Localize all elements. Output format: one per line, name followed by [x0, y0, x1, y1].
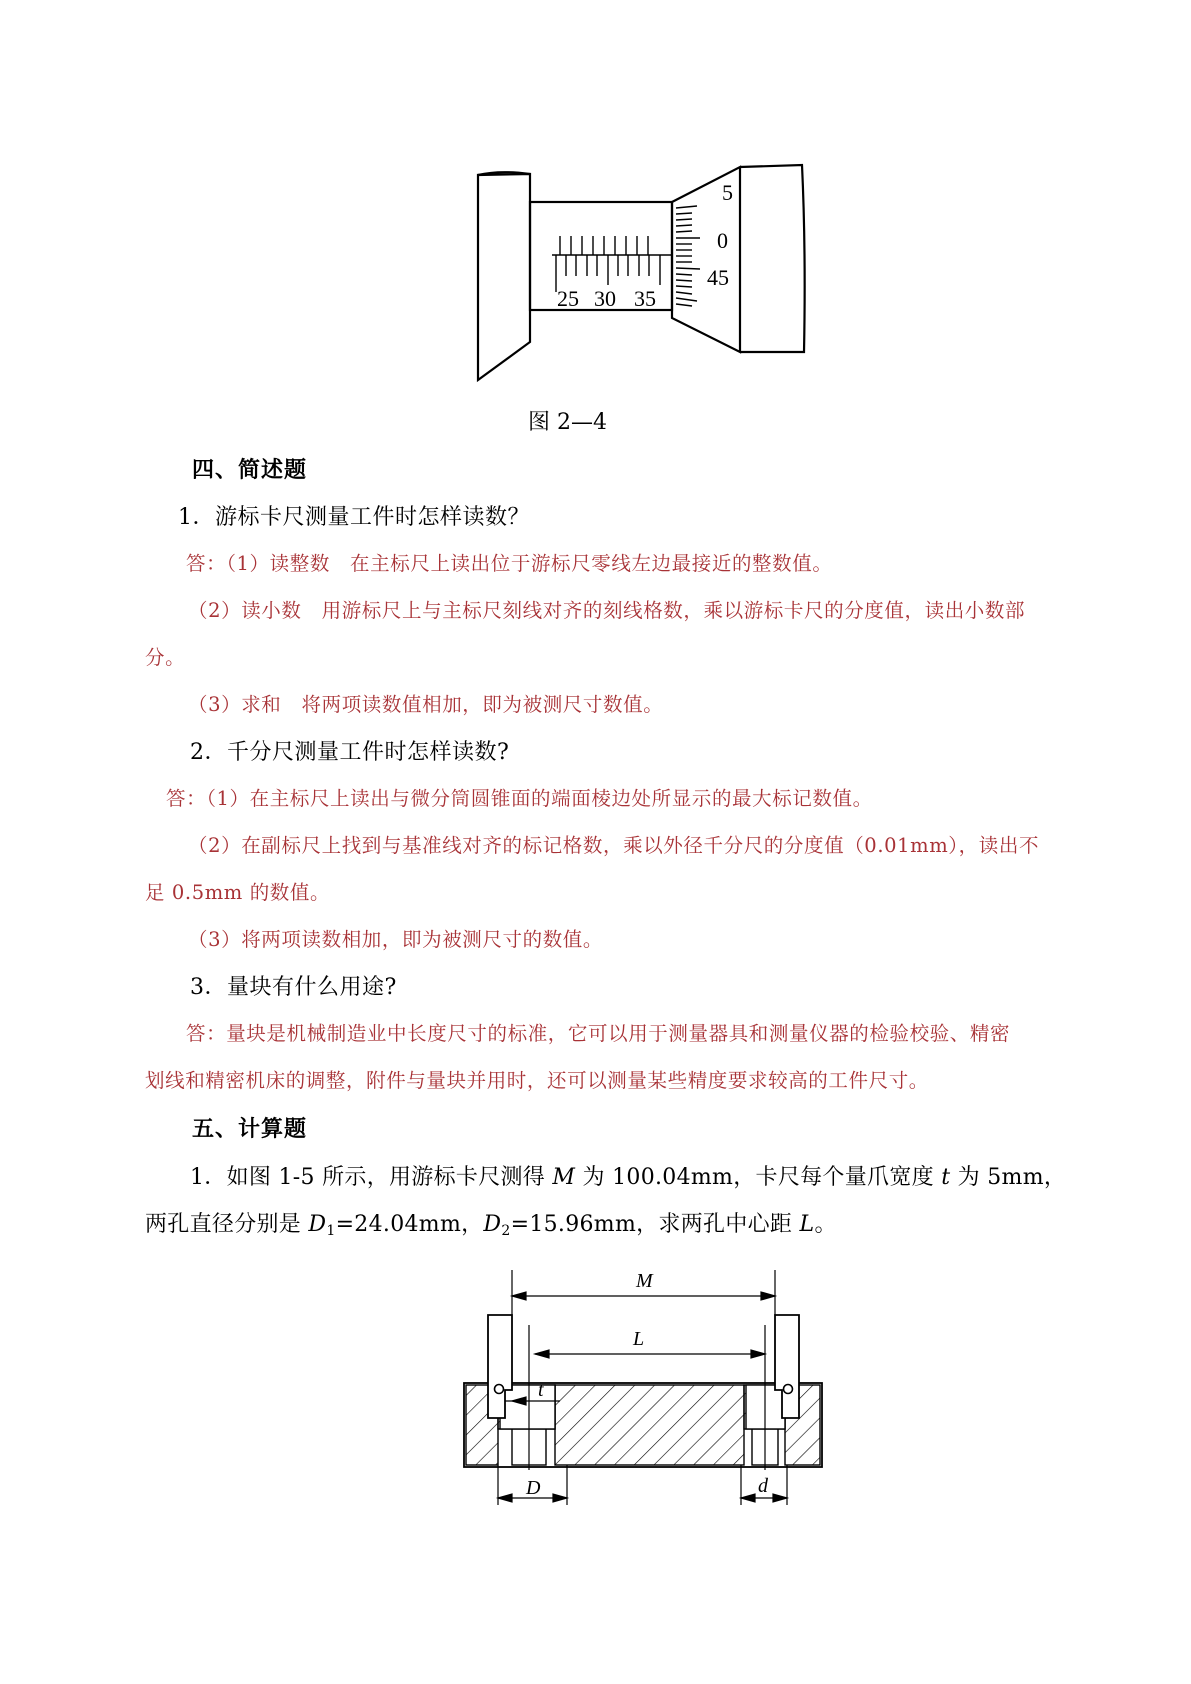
- label-d: d: [758, 1475, 768, 1497]
- section-heading: 四、简述题: [192, 458, 308, 483]
- thimble-label: 5: [722, 180, 733, 205]
- variable-M: M: [552, 1165, 576, 1190]
- problem-text: =24.04mm，: [335, 1212, 484, 1237]
- problem-text: =15.96mm，求两孔中心距: [510, 1212, 800, 1237]
- answer-line: （3）求和 将两项读数值相加，即为被测尺寸数值。: [188, 693, 664, 716]
- variable-D1: D: [308, 1212, 327, 1237]
- answer-line: 答：（1）在主标尺上读出与微分筒圆锥面的端面棱边处所显示的最大标记数值。: [166, 787, 873, 810]
- variable-L: L: [799, 1212, 815, 1237]
- problem-text: 1．如图 1-5 所示，用游标卡尺测得: [190, 1165, 553, 1190]
- question-1: 1．游标卡尺测量工件时怎样读数？: [178, 505, 530, 530]
- answer-line: 答：（1）读整数 在主标尺上读出位于游标尺零线左边最接近的整数值。: [186, 552, 833, 575]
- problem-text: 两孔直径分别是: [145, 1212, 309, 1237]
- thimble-label: 45: [707, 265, 729, 290]
- problem-text: 。: [814, 1212, 837, 1237]
- sleeve-label: 35: [634, 286, 656, 311]
- micrometer-figure: [470, 160, 830, 385]
- label-t: t: [538, 1379, 544, 1401]
- thimble-label: 0: [717, 228, 728, 253]
- problem-text: 为 100.04mm，卡尺每个量爪宽度: [575, 1165, 942, 1190]
- answer-line: 划线和精密机床的调整，附件与量块并用时，还可以测量某些精度要求较高的工件尺寸。: [145, 1069, 929, 1092]
- label-L: L: [633, 1328, 645, 1350]
- problem-line: [145, 1207, 837, 1239]
- answer-line: （3）将两项读数相加，即为被测尺寸的数值。: [188, 928, 604, 951]
- caliper-hole-figure: [455, 1255, 835, 1515]
- problem-text: 为 5mm，: [950, 1165, 1067, 1190]
- subscript: 2: [501, 1223, 511, 1239]
- variable-D2: D: [483, 1212, 502, 1237]
- sleeve-label: 25: [557, 286, 579, 311]
- subscript: 1: [326, 1223, 336, 1239]
- label-D: D: [526, 1477, 541, 1499]
- variable-t: t: [941, 1165, 951, 1190]
- label-M: M: [636, 1270, 653, 1292]
- problem-line: [190, 1160, 1066, 1191]
- figure-caption: 图 2—4: [528, 410, 607, 435]
- section-heading: 五、计算题: [192, 1117, 308, 1142]
- answer-line: （2）在副标尺上找到与基准线对齐的标记格数，乘以外径千分尺的分度值（0.01mm），读出不: [188, 834, 1040, 857]
- question-3: 3．量块有什么用途?: [190, 975, 397, 1000]
- answer-line: 答：量块是机械制造业中长度尺寸的标准，它可以用于测量器具和测量仪器的检验校验、精密: [186, 1022, 1011, 1045]
- question-2: 2．千分尺测量工件时怎样读数?: [190, 740, 510, 765]
- sleeve-label: 30: [594, 286, 616, 311]
- answer-line: 分。: [145, 646, 186, 669]
- answer-line: 足 0.5mm 的数值。: [145, 881, 331, 904]
- answer-line: （2）读小数 用游标尺上与主标尺刻线对齐的刻线格数，乘以游标卡尺的分度值，读出小数部: [188, 599, 1026, 622]
